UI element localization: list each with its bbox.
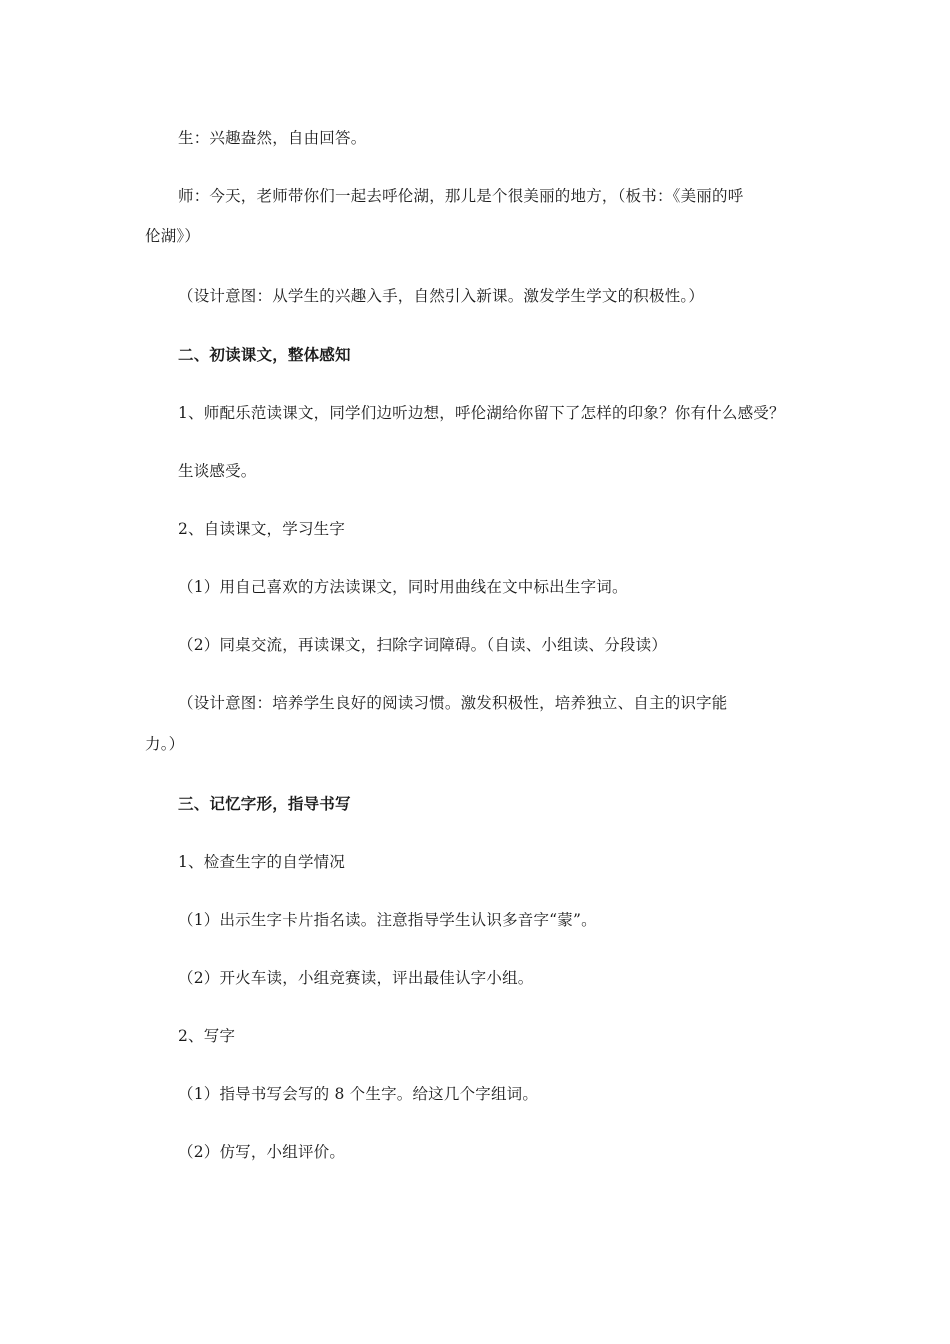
- paragraph-step-2: （2）同桌交流，再读课文，扫除字词障碍。（自读、小组读、分段读）: [178, 636, 668, 654]
- paragraph-design-intent-2: （设计意图：培养学生良好的阅读习惯。激发积极性，培养独立、自主的识字能: [178, 694, 728, 712]
- paragraph-student-answer: 生：兴趣盎然，自由回答。: [178, 129, 367, 147]
- paragraph-check-self-study: 1、检查生字的自学情况: [178, 853, 346, 871]
- paragraph-writing: 2、写字: [178, 1027, 236, 1045]
- section-heading-2: 二、初读课文，整体感知: [178, 345, 351, 364]
- paragraph-teacher-intro-continued: 伦湖》）: [145, 227, 201, 245]
- paragraph-flashcards: （1）出示生字卡片指名读。注意指导学生认识多音字“蒙”。: [178, 911, 597, 929]
- paragraph-teacher-intro: 师：今天，老师带你们一起去呼伦湖，那儿是个很美丽的地方，（板书：《美丽的呼: [178, 187, 744, 205]
- paragraph-step-1: （1）用自己喜欢的方法读课文，同时用曲线在文中标出生字词。: [178, 578, 628, 596]
- paragraph-students-share: 生谈感受。: [178, 462, 257, 480]
- paragraph-train-reading: （2）开火车读，小组竞赛读，评出最佳认字小组。: [178, 969, 534, 987]
- paragraph-imitate-writing: （2）仿写，小组评价。: [178, 1143, 346, 1161]
- paragraph-guide-writing: （1）指导书写会写的 8 个生字。给这几个字组词。: [178, 1085, 539, 1103]
- paragraph-design-intent-1: （设计意图：从学生的兴趣入手，自然引入新课。激发学生学文的积极性。）: [178, 287, 705, 305]
- section-heading-3: 三、记忆字形，指导书写: [178, 794, 351, 813]
- paragraph-teacher-reads: 1、师配乐范读课文，同学们边听边想，呼伦湖给你留下了怎样的印象？你有什么感受？: [178, 404, 785, 422]
- paragraph-self-reading: 2、自读课文，学习生字: [178, 520, 346, 538]
- paragraph-design-intent-2-continued: 力。）: [145, 735, 185, 753]
